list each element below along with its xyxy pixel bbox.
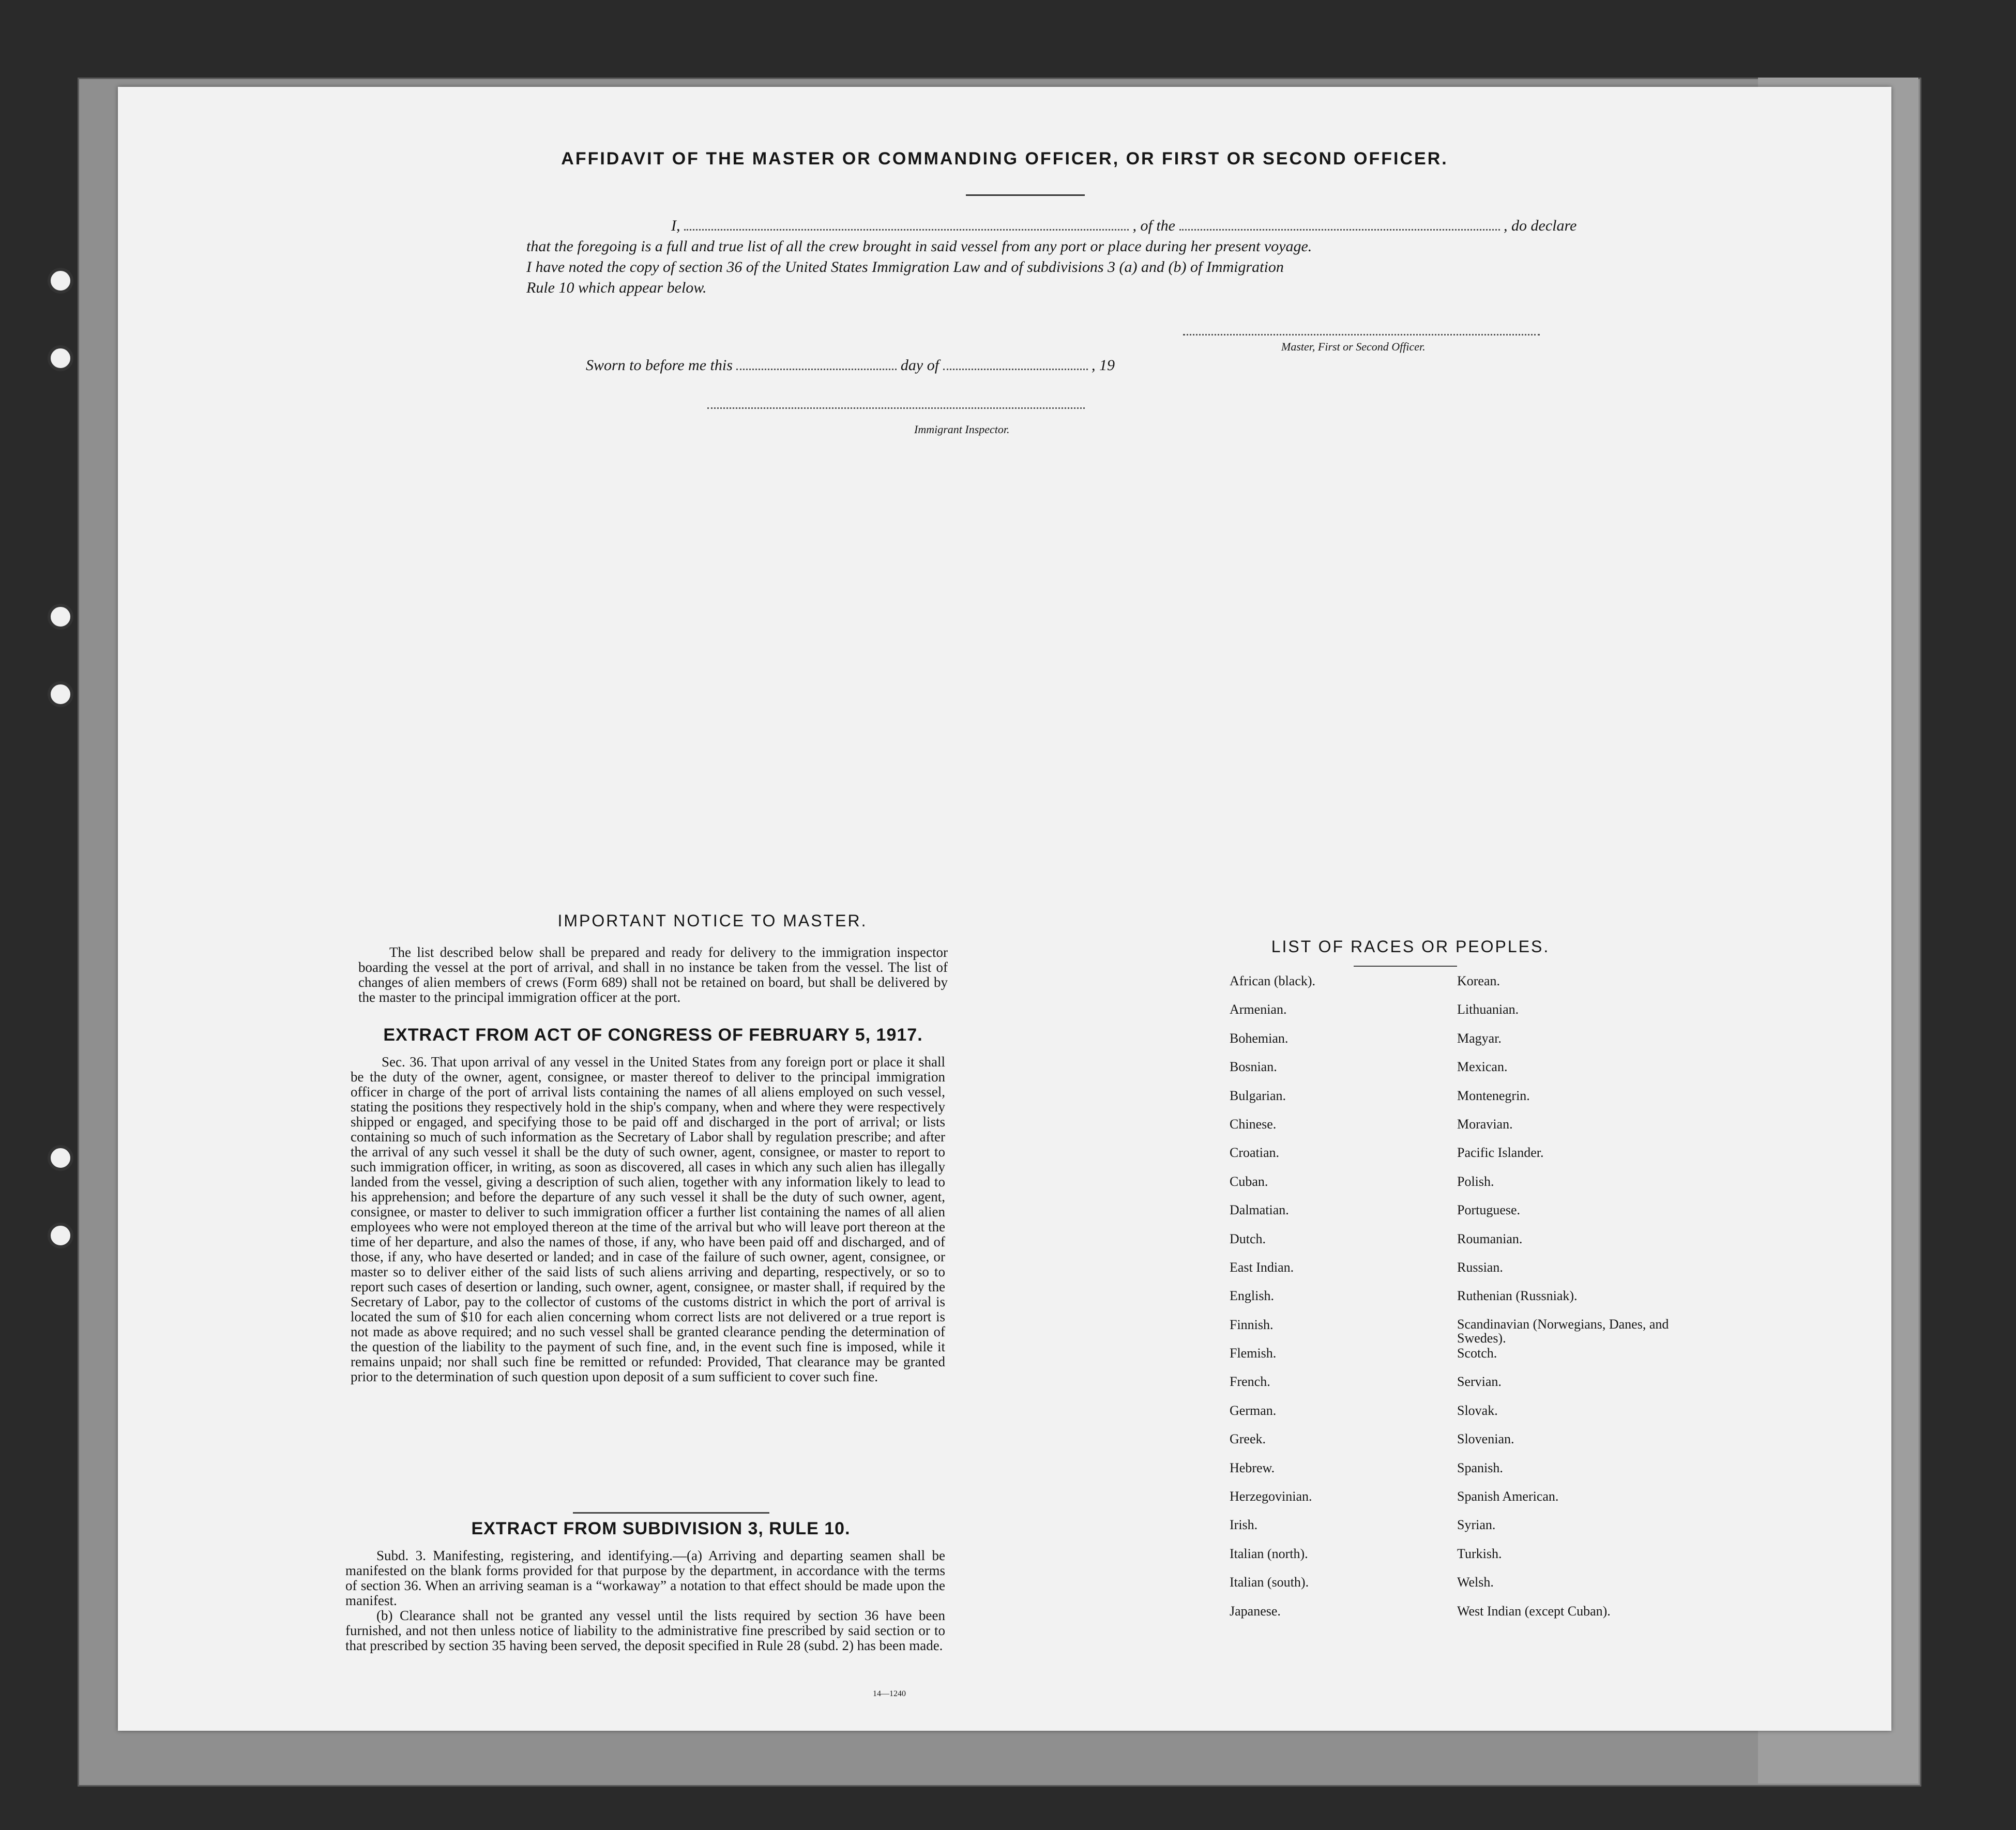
declaration-line-4: Rule 10 which appear below.	[526, 279, 707, 296]
race-item: Welsh.	[1457, 1575, 1494, 1590]
declaration-line-1	[526, 217, 1664, 235]
races-right-column	[1457, 973, 1685, 1632]
race-item: Flemish.	[1230, 1346, 1277, 1361]
race-item: Japanese.	[1230, 1603, 1281, 1619]
vessel-blank[interactable]	[1179, 225, 1500, 231]
race-item: Spanish.	[1457, 1460, 1503, 1475]
race-item: Pacific Islander.	[1457, 1145, 1544, 1161]
race-item: Scotch.	[1457, 1346, 1497, 1361]
race-item: African (black).	[1230, 973, 1316, 988]
race-item: Slovenian.	[1457, 1431, 1514, 1447]
race-item: Dutch.	[1230, 1231, 1266, 1246]
race-item: Bohemian.	[1230, 1030, 1289, 1046]
inspector-signature-label: Immigrant Inspector.	[914, 423, 1010, 436]
race-item: Finnish.	[1230, 1317, 1274, 1332]
declaration-line-2: that the foregoing is a full and true list of all the crew brought in said vessel from any port or place during her present voyage.	[526, 238, 1312, 255]
race-item: East Indian.	[1230, 1259, 1294, 1275]
form-number: 14—1240	[873, 1689, 906, 1698]
affidavit-title: AFFIDAVIT OF THE MASTER OR COMMANDING OFFICER, OR FIRST OR SECOND OFFICER.	[561, 149, 1448, 169]
race-item: Italian (south).	[1230, 1575, 1309, 1590]
race-item: Portuguese.	[1457, 1202, 1521, 1218]
notice-title: IMPORTANT NOTICE TO MASTER.	[557, 911, 868, 930]
races-title: LIST OF RACES OR PEOPLES.	[1271, 937, 1550, 956]
race-item: Mexican.	[1457, 1059, 1508, 1075]
race-item: Russian.	[1457, 1259, 1503, 1275]
binder-hole	[48, 604, 73, 630]
race-item: Magyar.	[1457, 1030, 1502, 1046]
name-blank[interactable]	[684, 225, 1129, 231]
race-item: Roumanian.	[1457, 1231, 1523, 1246]
vessel-prefix: , of the	[1132, 217, 1175, 234]
title-underline	[966, 194, 1085, 196]
race-item: Korean.	[1457, 973, 1500, 988]
sworn-prefix: Sworn to before me this	[586, 357, 733, 374]
binder-hole	[48, 345, 73, 371]
race-item: Croatian.	[1230, 1145, 1280, 1161]
declaration-line-3: I have noted the copy of section 36 of the United States Immigration Law and of subdivisions 3 (a) and (b) of Immigration	[526, 258, 1284, 276]
declarant-prefix: I,	[671, 217, 680, 234]
race-item: Ruthenian (Russniak).	[1457, 1288, 1578, 1304]
race-item: Cuban.	[1230, 1173, 1268, 1189]
race-item: Dalmatian.	[1230, 1202, 1289, 1218]
rule-text-a: Subd. 3. Manifesting, registering, and identifying.—(a) Arriving and departing seamen shall be manifested on the blank forms provided for that purpose by the department, in accordance with the terms of section 36. When an arriving seaman is a “workaway” a notation to that effect should be made upon the manifest.	[345, 1548, 945, 1608]
race-item: English.	[1230, 1288, 1274, 1304]
rule-title: EXTRACT FROM SUBDIVISION 3, RULE 10.	[471, 1519, 851, 1538]
binder-hole	[48, 1223, 73, 1248]
rule-block	[345, 1548, 945, 1653]
race-item: Slovak.	[1457, 1402, 1498, 1418]
sworn-line	[586, 357, 1310, 374]
race-item: Irish.	[1230, 1517, 1258, 1533]
inspector-signature-line[interactable]	[707, 407, 1085, 409]
race-item: Polish.	[1457, 1173, 1494, 1189]
race-item: Scandinavian (Norwegians, Danes, and Swedes).	[1457, 1316, 1669, 1346]
race-item: Chinese.	[1230, 1116, 1277, 1132]
race-item: Turkish.	[1457, 1546, 1502, 1561]
race-item: Herzegovinian.	[1230, 1489, 1312, 1504]
day-blank[interactable]	[736, 364, 897, 370]
act-text: Sec. 36. That upon arrival of any vessel in the United States from any foreign port or place it shall be the duty of the owner, agent, consignee, or master thereof to deliver to the principal immigration officer in charge of the port of arrival lists containing the names of all aliens employed on such vessel, stating the positions they respectively hold in the ship's company, when and where they were respectively shipped or engaged, and specifying those to be paid off and discharged in the port of arrival; or lists containing so much of such information as the Secretary of Labor shall by regulation prescribe; and after the arrival of any such vessel it shall be the duty of such owner, agent, consignee, or master to report to such immigration officer, in writing, as soon as discovered, all cases in which any such alien has illegally landed from the vessel, giving a description of such alien, together with any information likely to lead to his apprehension; and before the departure of any such vessel it shall be the duty of such owner, agent, consignee, or master to deliver to such immigration officer a further list containing the names of all alien employees who were not employed thereon at the time of the arrival but who will leave port thereon at the time of her departure, and also the names of those, if any, who have been paid off and discharged, and of those, if any, who have deserted or landed; and in case of the failure of such owner, agent, consignee, or master so to deliver either of the said lists of such aliens arriving and departing, respectively, or so to report such cases of desertion or landing, such owner, agent, consignee, or master shall, if required by the Secretary of Labor, pay to the collector of customs of the customs district in which the port of arrival is located the sum of $10 for each alien concerning whom correct lists are not delivered or a true report is not made as above required; and no such vessel shall be granted clearance pending the determination of the question of the liability to the payment of such fine, and, in the event such fine is imposed, while it remains unpaid; nor shall such fine be remitted or refunded: Provided, That clearance may be granted prior to the determination of such question upon deposit of a sum sufficient to cover such fine.	[351, 1054, 945, 1384]
race-item: Armenian.	[1230, 1002, 1287, 1017]
day-of-text: day of	[900, 357, 939, 374]
race-item: German.	[1230, 1402, 1277, 1418]
section-divider	[573, 1512, 769, 1514]
notice-text: The list described below shall be prepared and ready for delivery to the immigration inspector boarding the vessel at the port of arrival, and shall in no instance be taken from the vessel. The list of changes of alien members of crews (Form 689) shall not be retained on board, but shall be delivered by the master to the principal immigration officer at the port.	[358, 944, 948, 1005]
race-item: Montenegrin.	[1457, 1088, 1530, 1103]
master-signature-label: Master, First or Second Officer.	[1281, 340, 1426, 353]
month-blank[interactable]	[943, 364, 1088, 370]
year-prefix: , 19	[1092, 357, 1115, 374]
master-signature-line[interactable]	[1183, 334, 1540, 335]
rule-text-b: (b) Clearance shall not be granted any vessel until the lists required by section 36 have been furnished, and not then unless notice of liability to the administrative fine prescribed by said section or to that prescribed by section 35 having been served, the deposit specified in Rule 28 (subd. 2) has been made.	[345, 1608, 945, 1653]
act-block	[351, 1055, 945, 1384]
races-underline	[1354, 966, 1457, 967]
race-item: Lithuanian.	[1457, 1002, 1519, 1017]
declare-text: , do declare	[1504, 217, 1577, 234]
act-title: EXTRACT FROM ACT OF CONGRESS OF FEBRUARY 5, 1917.	[383, 1025, 923, 1045]
race-item: French.	[1230, 1374, 1270, 1390]
race-item: West Indian (except Cuban).	[1457, 1603, 1611, 1619]
races-left-column	[1230, 973, 1315, 1632]
race-item: Greek.	[1230, 1431, 1266, 1447]
race-item: Bulgarian.	[1230, 1088, 1286, 1103]
race-item: Spanish American.	[1457, 1489, 1559, 1504]
notice-block	[358, 945, 948, 1005]
form-page	[118, 87, 1891, 1731]
race-item: Servian.	[1457, 1374, 1502, 1390]
binder-hole	[48, 681, 73, 707]
race-item: Italian (north).	[1230, 1546, 1308, 1561]
binder-hole	[48, 1145, 73, 1171]
race-item: Bosnian.	[1230, 1059, 1277, 1075]
race-item: Syrian.	[1457, 1517, 1496, 1533]
race-item: Moravian.	[1457, 1116, 1513, 1132]
binder-hole	[48, 268, 73, 294]
race-item: Hebrew.	[1230, 1460, 1275, 1475]
